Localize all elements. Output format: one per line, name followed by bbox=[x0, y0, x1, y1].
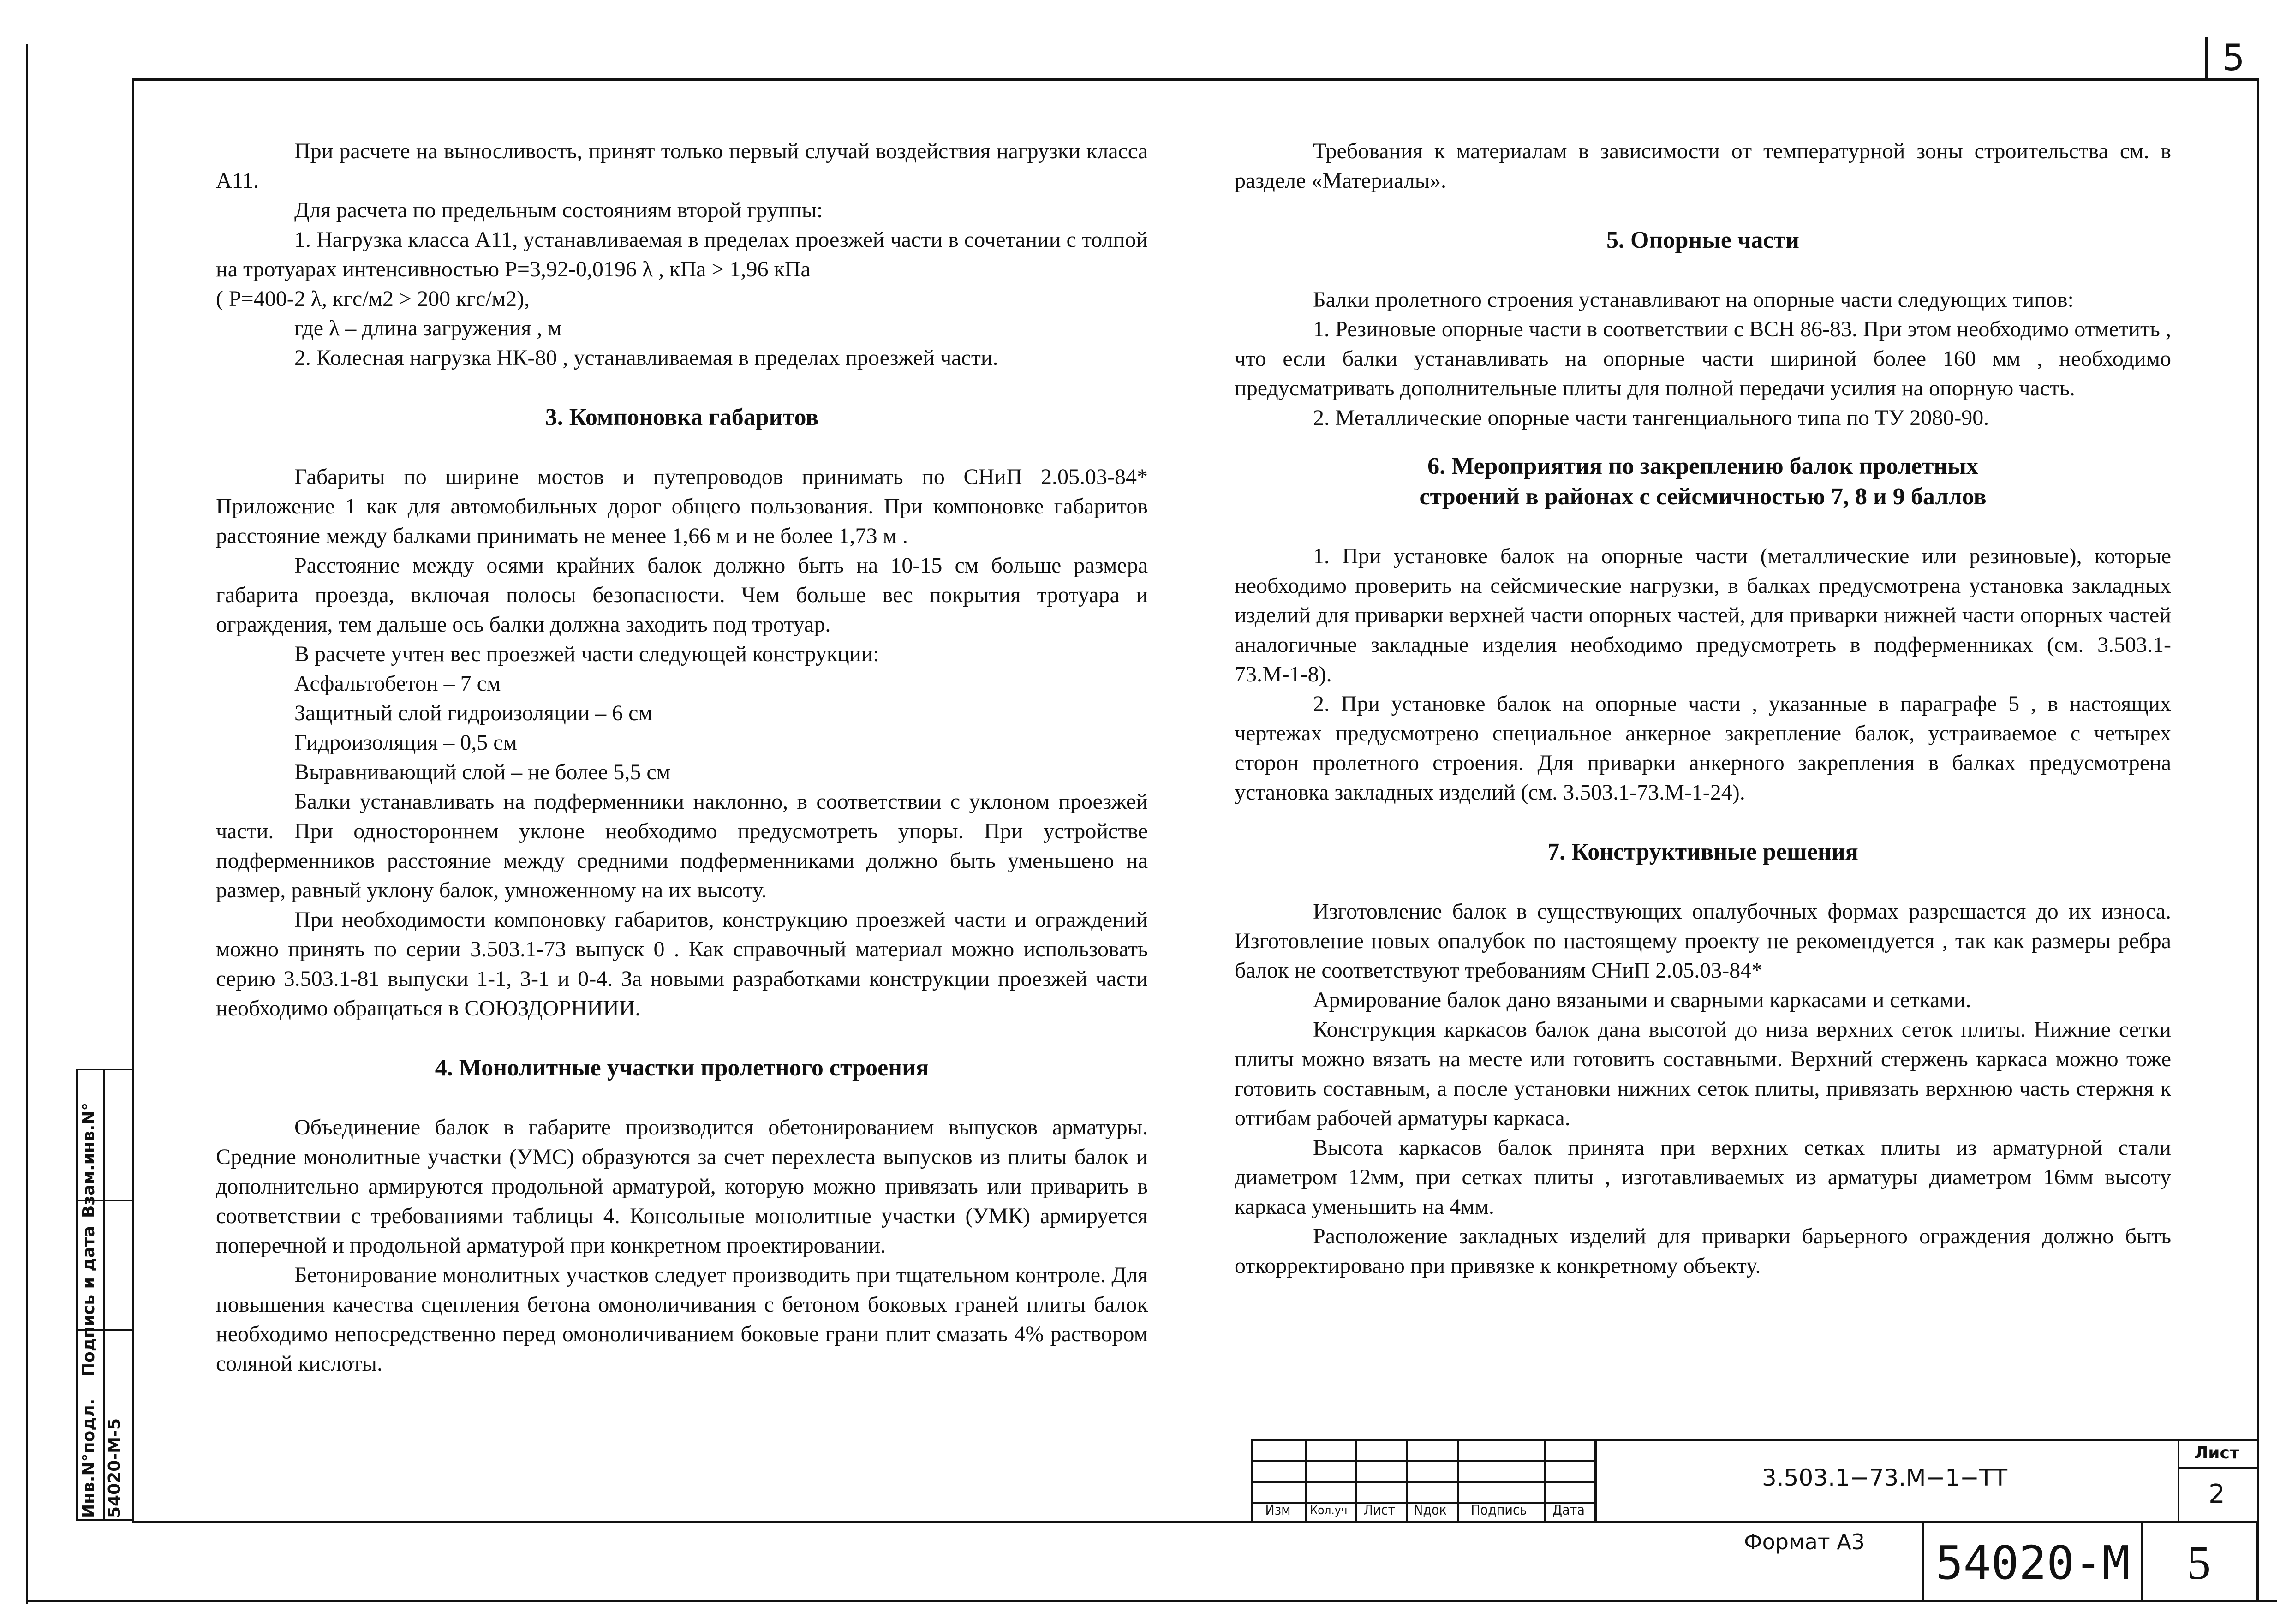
left-p8: Расстояние между осями крайних балок должно быть на 10-15 см больше размера габарита проезда, включая полосы безопасности. Чем больше вес покрытия тротуара и ограждения, тем дальше ось балки должна заходить под тротуар. bbox=[216, 553, 1148, 637]
format-label: Формат А3 bbox=[1744, 1529, 1865, 1554]
left-list-item-2: Защитный слой гидроизоляции – 6 см bbox=[294, 701, 652, 725]
left-list-item-1: Асфальтобетон – 7 см bbox=[294, 671, 501, 696]
right-p4: 2. Металлические опорные части тангенциального типа по ТУ 2080-90. bbox=[1313, 406, 1989, 430]
right-p9: Конструкция каркасов балок дана высотой до низа верхних сеток плиты. Нижние сетки плиты можно вязать на месте или готовить составными. Верхний стержень каркаса можно тоже готовить составным, а после установки нижних сеток плиты, привязать верхнюю часть стержня к отгибам рабочей арматуры каркаса. bbox=[1235, 1017, 2171, 1130]
col-header-kol-uch: Кол.уч bbox=[1310, 1504, 1348, 1517]
bottom-sheet-number: 5 bbox=[2187, 1536, 2211, 1589]
right-p8: Армирование балок дано вязаными и сварными каркасами и сетками. bbox=[1313, 988, 1971, 1012]
sheet-number: 2 bbox=[2208, 1479, 2225, 1509]
left-p7: Габариты по ширине мостов и путепроводов принимать по СНиП 2.05.03-84* Приложение 1 как для автомобильных дорог общего пользования. При компоновке габаритов расстояние между балками принимать не менее 1,66 м и не более 1,73 м . bbox=[216, 465, 1148, 548]
side-stamp-signature-date: Подпись и дата bbox=[79, 1226, 98, 1377]
left-p2: Для расчета по предельным состояниям второй группы: bbox=[294, 198, 823, 222]
section-5-heading: 5. Опорные части bbox=[1606, 227, 1799, 253]
corner-sheet-box bbox=[2205, 37, 2259, 79]
side-stamp-replaced-inv: Взам.инв.N° bbox=[79, 1102, 98, 1218]
side-stamp-inv-original: Инв.N°подл. bbox=[79, 1398, 98, 1518]
right-p2: Балки пролетного строения устанавливают на опорные части следующих типов: bbox=[1313, 287, 2074, 312]
right-p7: Изготовление балок в существующих опалубочных формах разрешается до их износа. Изготовление новых опалубок по настоящему проекту не рекомендуется , так как размеры ребра балок не соответствуют требованиям СНиП 2.05.03-84* bbox=[1235, 899, 2171, 983]
document-code: 3.503.1−73.М−1−ТТ bbox=[1761, 1464, 2008, 1491]
left-list-item-4: Выравнивающий слой – не более 5,5 см bbox=[294, 760, 671, 784]
side-stamp-inv-value: 54020-М-5 bbox=[105, 1418, 124, 1518]
section-3-heading: 3. Компоновка габаритов bbox=[545, 404, 819, 430]
frame-right-border bbox=[2257, 78, 2259, 1555]
left-list-item-3: Гидроизоляция – 0,5 см bbox=[294, 730, 517, 755]
section-7-heading: 7. Конструктивные решения bbox=[1547, 839, 1858, 865]
col-header-podpis: Подпись bbox=[1471, 1502, 1527, 1518]
right-p11: Расположение закладных изделий для приварки барьерного ограждения должно быть откорректировано при привязке к конкретному объекту. bbox=[1235, 1224, 2171, 1278]
right-p6: 2. При установке балок на опорные части , указанные в параграфе 5 , в настоящих чертежах предусмотрено специальное анкерное закрепление балок, устраиваемое с четырех сторон пролетного строения. Для приварки анкерного закрепления в балках предусмотрена установка закладных изделий (см. 3.503.1-73.М-1-24). bbox=[1235, 692, 2171, 805]
outer-left-border bbox=[26, 44, 28, 1604]
left-p12: Объединение балок в габарите производится обетонированием выпусков арматуры. Средние монолитные участки (УМС) образуются за счет перехлеста выпусков из плиты балок и дополнительно армируются продольной арматурой, которую можно привязать или приварить в соответствии с требованиями таблицы 4. Консольные монолитные участки (УМК) армируется поперечной и продольной арматурой при конкретном проектировании. bbox=[216, 1115, 1148, 1258]
section-6-heading-line1: 6. Мероприятия по закреплению балок пролетных bbox=[1427, 453, 1978, 479]
section-6-heading-line2: строений в районах с сейсмичностью 7, 8 и 9 баллов bbox=[1419, 484, 1987, 510]
right-p3: 1. Резиновые опорные части в соответствии с ВСН 86-83. При этом необходимо отметить , что если балки устанавливать на опорные части шириной более 160 мм , необходимо предусматривать дополнительные плиты для полной передачи усилия на опорную часть. bbox=[1235, 317, 2171, 400]
right-p5: 1. При установке балок на опорные части (металлические или резиновые), которые необходимо проверить на сейсмические нагрузки, в балках предусмотрена установка закладных изделий для приварки верхней части опорных частей, для приварки нижней части опорных частей аналогичные закладные изделия необходимо предусмотреть в подферменниках (см. 3.503.1-73.М-1-8). bbox=[1235, 544, 2171, 687]
corner-sheet-number: 5 bbox=[2222, 37, 2245, 79]
left-p9: В расчете учтен вес проезжей части следующей конструкции: bbox=[294, 642, 879, 666]
col-header-data: Дата bbox=[1552, 1502, 1585, 1518]
section-4-heading: 4. Монолитные участки пролетного строения bbox=[435, 1055, 929, 1081]
left-p3: 1. Нагрузка класса А11, устанавливаемая в пределах проезжей части в сочетании с толпой на тротуарах интенсивностью Р=3,92-0,0196 λ , кПа > 1,96 кПа bbox=[216, 227, 1148, 281]
right-p1: Требования к материалам в зависимости от температурной зоны строительства см. в разделе «Материалы». bbox=[1235, 139, 2171, 193]
left-p5: где λ – длина загружения , м bbox=[294, 316, 562, 340]
left-p6: 2. Колесная нагрузка НК-80 , устанавливаемая в пределах проезжей части. bbox=[294, 346, 998, 370]
left-p4: ( Р=400-2 λ, кгс/м2 > 200 кгс/м2), bbox=[216, 287, 530, 311]
col-header-izm: Изм bbox=[1265, 1502, 1291, 1518]
col-header-ndok: Nдок bbox=[1414, 1502, 1447, 1518]
inventory-number: 54020-М bbox=[1935, 1536, 2130, 1590]
frame-top-border bbox=[132, 78, 2259, 81]
left-p1: При расчете на выносливость, принят только первый случай воздействия нагрузки класса А11. bbox=[216, 139, 1148, 193]
left-p10: Балки устанавливать на подферменники наклонно, в соответствии с уклоном проезжей части. При одностороннем уклоне необходимо предусмотреть упоры. При устройстве подферменников расстояние между средними подферменниками должно быть уменьшено на размер, равный уклону балок, умноженному на их высоту. bbox=[216, 789, 1148, 902]
sheet-label: Лист bbox=[2194, 1444, 2239, 1463]
left-p11: При необходимости компоновку габаритов, конструкцию проезжей части и ограждений можно принять по серии 3.503.1-73 выпуск 0 . Как справочный материал можно использовать серию 3.503.1-81 выпуски 1-1, 3-1 и 0-4. За новыми разработками конструкции проезжей части необходимо обращаться в СОЮЗДОРНИИИ. bbox=[216, 908, 1148, 1021]
left-column bbox=[216, 137, 1148, 1379]
right-column bbox=[1235, 137, 2171, 1281]
left-p13: Бетонирование монолитных участков следует производить при тщательном контроле. Для повышения качества сцепления бетона омоноличивания с бетоном боковых граней плиты балок необходимо непосредственно перед омоноличиванием боковые грани плит смазать 4% раствором соляной кислоты. bbox=[216, 1263, 1148, 1376]
col-header-list: Лист bbox=[1363, 1502, 1396, 1518]
right-p10: Высота каркасов балок принята при верхних сетках плиты из арматурной стали диаметром 12мм, при сетках плиты , изготавливаемых из арматуры диаметром 16мм высоту каркаса уменьшить на 4мм. bbox=[1235, 1135, 2171, 1219]
